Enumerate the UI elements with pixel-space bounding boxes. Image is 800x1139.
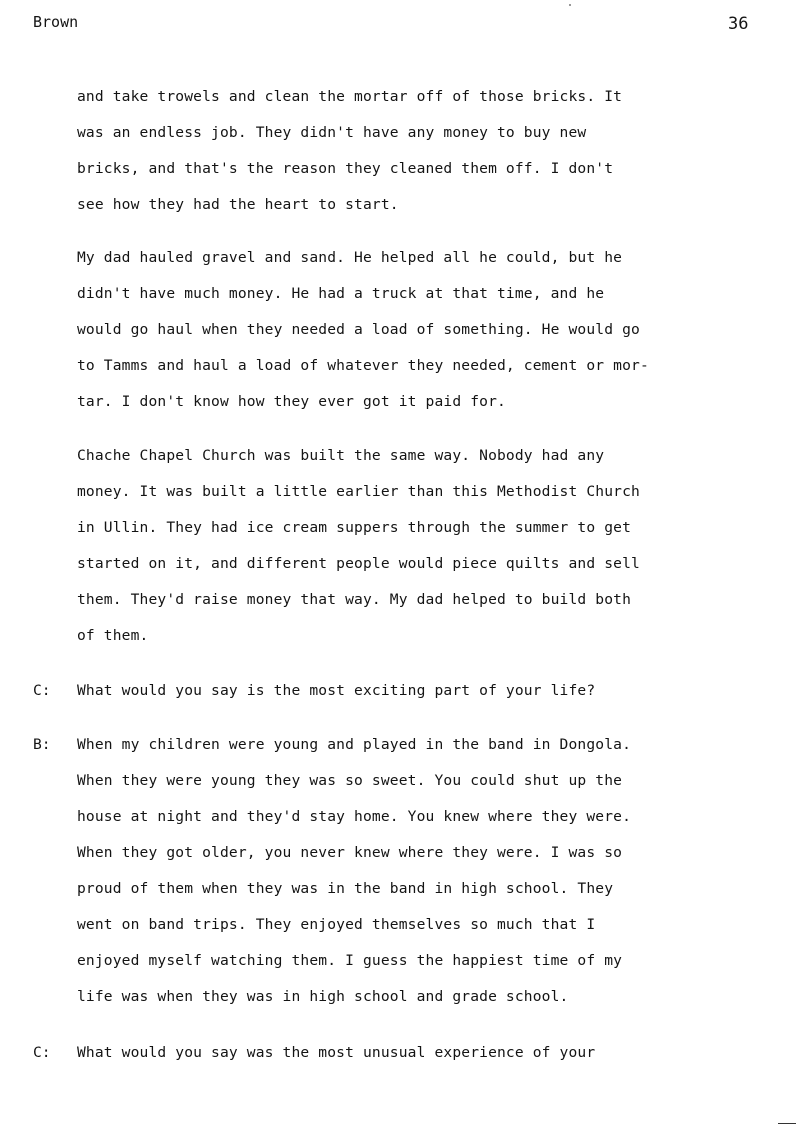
speaker-label: B: — [33, 736, 51, 753]
speaker-label: C: — [33, 682, 51, 699]
paragraph-2: My dad hauled gravel and sand. He helped all he could, but he didn't have much money. He had a truck at that time, and he would go haul when they needed a load of something. He would go to Tamms and haul a load of whatever they needed, cement or mor- tar. I don't know how they ever got it paid for. — [77, 249, 649, 410]
question-1: What would you say is the most exciting part of your life? — [77, 682, 596, 699]
page-number: 36 — [728, 14, 749, 34]
speaker-label: C: — [33, 1044, 51, 1061]
paragraph-1: and take trowels and clean the mortar off of those bricks. It was an endless job. They didn't have any money to buy new bricks, and that's the reason they cleaned them off. I don't see how they had the heart to start. — [77, 88, 623, 213]
page-edge-mark — [778, 1123, 796, 1124]
answer-1: When my children were young and played in the band in Dongola. When they were young they was so sweet. You could shut up the house at night and they'd stay home. You knew where they were. When they got older, you never knew where they were. I was so proud of them when they was in the band in high school. They went on band trips. They enjoyed themselves so much that I enjoyed myself watching them. I guess the happiest time of my life was when they was in high school and grade school. — [77, 736, 632, 1005]
question-2: What would you say was the most unusual experience of your — [77, 1044, 596, 1061]
paragraph-3: Chache Chapel Church was built the same way. Nobody had any money. It was built a little earlier than this Methodist Church in Ullin. They had ice cream suppers through the summer to get started on it, and different people would piece quilts and sell them. They'd raise money that way. My dad helped to build both of them. — [77, 447, 640, 644]
header-name: Brown — [33, 13, 79, 31]
